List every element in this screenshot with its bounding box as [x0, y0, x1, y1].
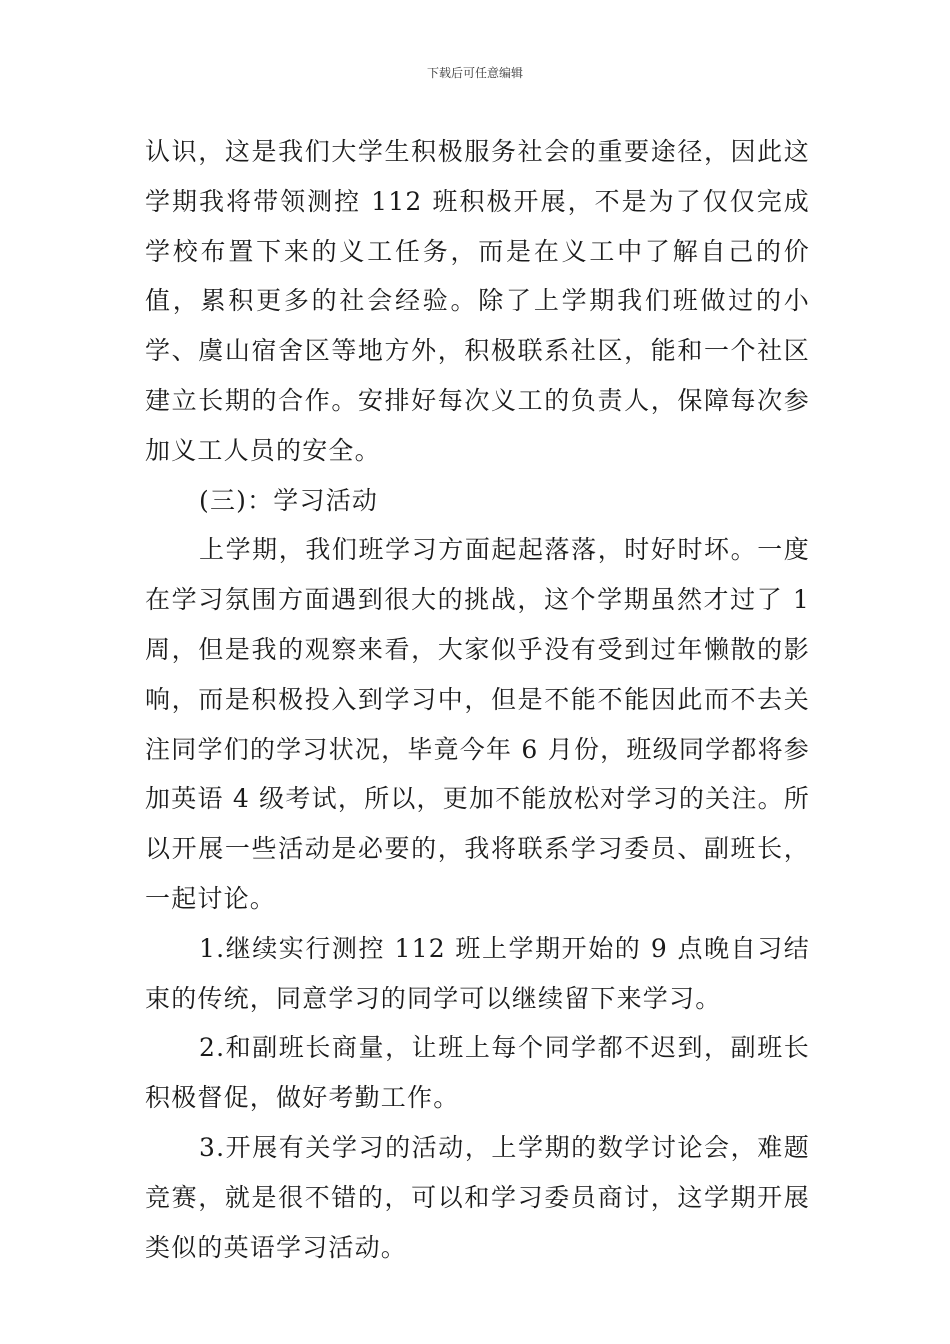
page-header: 下载后可任意编辑 — [426, 66, 523, 80]
paragraph-study-overview: 上学期，我们班学习方面起起落落，时好时坏。一度在学习氛围方面遇到很大的挑战，这个学期虽然才过了 1 周，但是我的观察来看，大家似乎没有受到过年懒散的影响，而是积极投入到学习中，但是不能不能因此而不去关注同学们的学习状况，毕竟今年 6 月份，班级同学都将参加英语 4 级考试，所以，更加不能放松对学习的关注。所以开展一些活动是必要的，我将联系学习委员、副班长，一起讨论。 — [145, 535, 820, 913]
list-item-1: 1.继续实行测控 112 班上学期开始的 9 点晚自习结束的传统，同意学习的同学可以继续留下来学习。 — [145, 933, 810, 1013]
document-body — [145, 127, 820, 1272]
paragraph-volunteer-continued: 认识，这是我们大学生积极服务社会的重要途径，因此这学期我将带领测控 112 班积极开展，不是为了仅仅完成学校布置下来的义工任务，而是在义工中了解自己的价值，累积更多的社会经验。除了上学期我们班做过的小学、虞山宿舍区等地方外，积极联系社区，能和一个社区建立长期的合作。安排好每次义工的负责人，保障每次参加义工人员的安全。 — [145, 137, 810, 465]
list-item-2: 2.和副班长商量，让班上每个同学都不迟到，副班长积极督促，做好考勤工作。 — [145, 1033, 810, 1113]
list-item-3: 3.开展有关学习的活动，上学期的数学讨论会，难题竞赛，就是很不错的，可以和学习委员商讨，这学期开展类似的英语学习活动。 — [145, 1132, 810, 1262]
section-heading-study-activities: (三)：学习活动 — [199, 485, 379, 515]
